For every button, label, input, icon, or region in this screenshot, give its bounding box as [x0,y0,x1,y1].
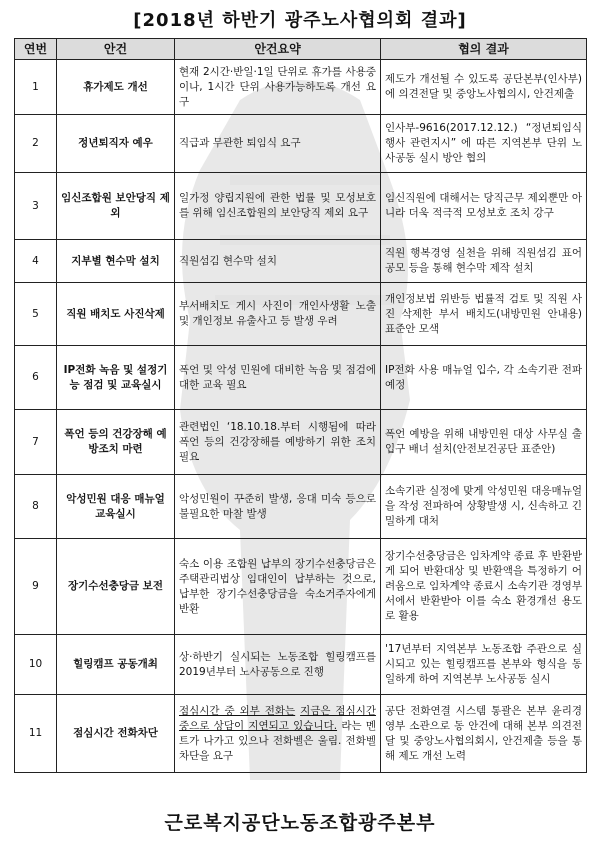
row-summary: 일가정 양립지원에 관한 법률 및 모성보호를 위해 임신조합원의 보안당직 제외 요구 [175,173,381,240]
table-row [15,635,587,695]
row-no: 10 [15,635,57,695]
row-item: 지부별 현수막 설치 [57,240,175,283]
row-summary: 숙소 이용 조합원 납부의 장기수선충당금은 주택관리법상 임대인이 납부하는 것으로, 납부한 장기수선충당금을 숙소거주자에게 반환 [175,539,381,635]
row-item: 직원 배치도 사진삭제 [57,283,175,346]
row-no: 11 [15,695,57,773]
row-item: 임신조합원 보안당직 제외 [57,173,175,240]
row-result: 개인정보법 위반등 법률적 검토 및 직원 사진 삭제한 부서 배치도(내방민원 안내용) 표준안 모색 [381,283,587,346]
row-result: 폭언 예방을 위해 내방민원 대상 사무실 출입구 배너 설치(안전보건공단 표준안) [381,410,587,475]
row-item: 정년퇴직자 예우 [57,115,175,173]
table-row [15,695,587,773]
row-no: 5 [15,283,57,346]
table-row [15,346,587,410]
row-summary [175,695,381,773]
row-no: 2 [15,115,57,173]
row-summary: 악성민원이 꾸준히 발생, 응대 미숙 등으로 불필요한 마찰 발생 [175,475,381,539]
row-result: IP전화 사용 매뉴얼 입수, 각 소속기관 전파예정 [381,346,587,410]
table-row [15,173,587,240]
table-row [15,115,587,173]
footer-organization: 근로복지공단노동조합광주본부 [164,812,436,834]
table-row [15,539,587,635]
row-result: 제도가 개선될 수 있도록 공단본부(인사부)에 의견전달 및 중앙노사협의시, 안건제출 [381,60,587,115]
row-item: 점심시간 전화차단 [57,695,175,773]
summary-quoted-message: 지금은 점심시간 중으로 상담이 지연되고 있습니다. [179,704,377,732]
row-item: 휴가제도 개선 [57,60,175,115]
row-no: 1 [15,60,57,115]
row-summary: 부서배치도 게시 사진이 개인사생활 노출 및 개인정보 유출사고 등 발생 우려 [175,283,381,346]
page-title: [2018년 하반기 광주노사협의회 결과] [133,10,467,31]
row-summary: 폭언 및 악성 민원에 대비한 녹음 및 점검에 대한 교육 필요 [175,346,381,410]
table-row [15,283,587,346]
row-no: 3 [15,173,57,240]
row-result: 임신직원에 대해서는 당직근무 제외뿐만 아니라 더욱 적극적 모성보호 조치 강구 [381,173,587,240]
header-summary: 안건요약 [175,39,381,60]
row-summary: 현재 2시간·반일·1일 단위로 휴가를 사용중이나, 1시간 단위 사용가능하도록 개선 요구 [175,60,381,115]
header-item: 안건 [57,39,175,60]
summary-text: 라는 멘트가 나가고 있으나 전화벨은 울림. 전화벨 차단을 요구 [179,719,376,762]
row-result: 장기수선충당금은 임차계약 종료 후 반환받게 되어 반환대상 및 반환액을 특정하기 어려움으로 임차계약 종료시 소속기관 경영부서에서 반환받아 이를 숙소 환경개선 용도로 활용 [381,539,587,635]
row-summary: 상·하반기 실시되는 노동조합 힐링캠프를 2019년부터 노사공동으로 진행 [175,635,381,695]
row-no: 8 [15,475,57,539]
summary-underlined-text: 점심시간 중 외부 전화는 [179,704,296,717]
row-item: 악성민원 대응 매뉴얼 교육실시 [57,475,175,539]
row-result: 공단 전화연결 시스템 통괄은 본부 윤리경영부 소관으로 동 안건에 대해 본부 의견전달 및 중앙노사협의회시, 안건제출 등을 통해 제도 개선 노력 [381,695,587,773]
row-summary: 관련법인 ‘18.10.18.부터 시행됨에 따라 폭언 등의 건강장해를 예방하기 위한 조치 필요 [175,410,381,475]
row-item: IP전화 녹음 및 설정기능 점검 및 교육실시 [57,346,175,410]
row-no: 9 [15,539,57,635]
table-header-row [15,39,587,60]
row-no: 7 [15,410,57,475]
row-no: 4 [15,240,57,283]
row-result: '17년부터 지역본부 노동조합 주관으로 실시되고 있는 힐링캠프를 본부와 형식을 동일하게 하여 지역본부 노사공동 실시 [381,635,587,695]
header-no: 연번 [15,39,57,60]
row-result: 소속기관 실정에 맞게 악성민원 대응매뉴얼을 작성 전파하여 상황발생 시, 신속하고 긴밀하게 대처 [381,475,587,539]
row-result: 인사부-9616(2017.12.12.) “정년퇴임식 행사 관련지시” 에 따른 지역본부 단위 노사공동 실시 방안 협의 [381,115,587,173]
row-result: 직원 행복경영 실천을 위해 직원섬김 표어공모 등을 통해 현수막 제작 설치 [381,240,587,283]
table-row [15,240,587,283]
row-summary: 직원섬김 현수막 설치 [175,240,381,283]
table-row [15,60,587,115]
table-row [15,410,587,475]
row-item: 힐링캠프 공동개최 [57,635,175,695]
row-item: 장기수선충당금 보전 [57,539,175,635]
results-table [14,38,587,773]
row-no: 6 [15,346,57,410]
table-row [15,475,587,539]
header-result: 협의 결과 [381,39,587,60]
row-item: 폭언 등의 건강장해 예방조치 마련 [57,410,175,475]
row-summary: 직급과 무관한 퇴임식 요구 [175,115,381,173]
